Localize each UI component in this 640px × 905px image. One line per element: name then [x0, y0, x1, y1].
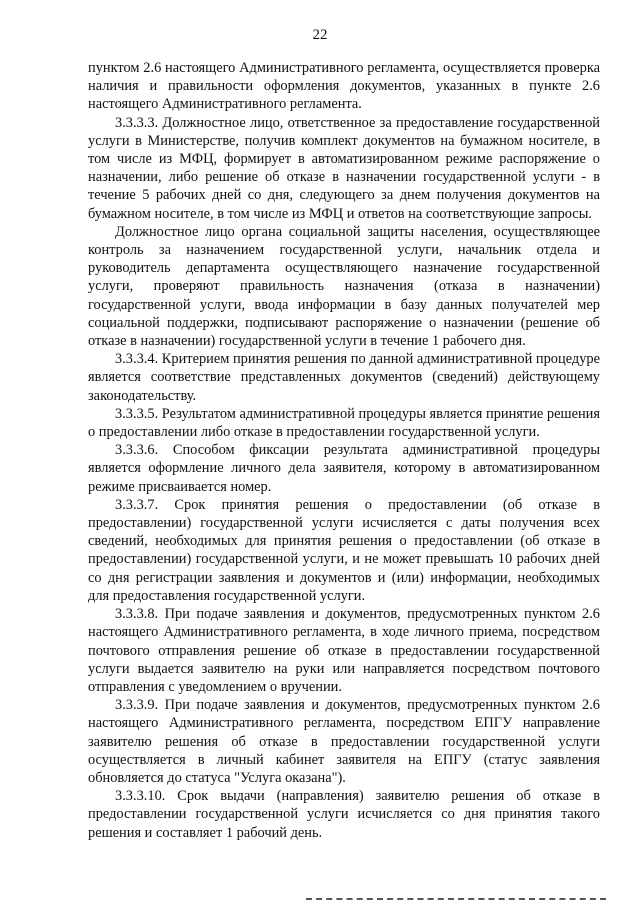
footer-scan-artifact — [306, 898, 606, 900]
paragraph-3-3-3-5: 3.3.3.5. Результатом административной процедуры является принятие решения о предоставлении либо отказе в предоставлении государственной услуги. — [88, 405, 600, 441]
paragraph-3-3-3-10: 3.3.3.10. Срок выдачи (направления) заявителю решения об отказе в предоставлении государственной услуги исчисляется со дня принятия такого решения и составляет 1 рабочий день. — [88, 788, 600, 841]
paragraph-3-3-3-9: 3.3.3.9. При подаче заявления и документов, предусмотренных пунктом 2.6 настоящего Административного регламента, посредством ЕПГУ направление заявителю решения об отказе в предоставлении государственной услуги осуществляется в личный кабинет заявителя на ЕПГУ (статус заявления обновляется до статуса "Услуга оказана"). — [88, 697, 600, 786]
paragraph-3-3-3-3: 3.3.3.3. Должностное лицо, ответственное за предоставление государственной услуги в Министерстве, получив комплект документов на бумажном носителе, в том числе из МФЦ, формирует в автоматизированном режиме распоряжение о назначении, либо решение об отказе в назначении государственной услуги - в течение 5 рабочих дней со дня, следующего за днем получения документов на бумажном носителе, в том числе из МФЦ и ответов на соответствующие запросы. — [88, 114, 600, 222]
paragraph-3-3-3-7: 3.3.3.7. Срок принятия решения о предоставлении (об отказе в предоставлении) государственной услуги исчисляется с даты получения всех сведений, необходимых для принятия решения о предоставлении (об отказе в предоставлении) государственной услуги, и не может превышать 10 рабочих дней со дня регистрации заявления и документов и (или) информации, необходимых для предоставления государственной услуги. — [88, 496, 600, 604]
paragraph-3-3-3-4: 3.3.3.4. Критерием принятия решения по данной административной процедуре является соответствие представленных документов (сведений) действующему законодательству. — [88, 351, 600, 404]
paragraph-official-review: Должностное лицо органа социальной защиты населения, осуществляющее контроль за назначением государственной услуги, начальник отдела и руководитель департамента осуществляющего назначение государственной услуги, проверяют правильность назначения (отказа в назначении) государственной услуги, ввода информации в базу данных получателей мер социальной поддержки, подписывают распоряжение о назначении (решение об отказе в назначении) государственной услуги в течение 1 рабочего дня. — [88, 223, 600, 350]
page-number: 22 — [312, 27, 328, 43]
paragraph-3-3-3-8: 3.3.3.8. При подаче заявления и документов, предусмотренных пунктом 2.6 настоящего Административного регламента, в ходе личного приема, посредством почтового отправления решение об отказе в предоставлении государственной услуги выдается заявителю на руки или направляется посредством почтового отправления с уведомлением о вручении. — [88, 606, 600, 695]
paragraph-3-3-3-6: 3.3.3.6. Способом фиксации результата административной процедуры является оформление личного дела заявителя, которому в автоматизированном режиме присваивается номер. — [88, 442, 600, 495]
document-body — [88, 59, 600, 842]
paragraph-continuation: пунктом 2.6 настоящего Административного регламента, осуществляется проверка наличия и правильности оформления документов, указанных в пункте 2.6 настоящего Административного регламента. — [88, 60, 600, 113]
